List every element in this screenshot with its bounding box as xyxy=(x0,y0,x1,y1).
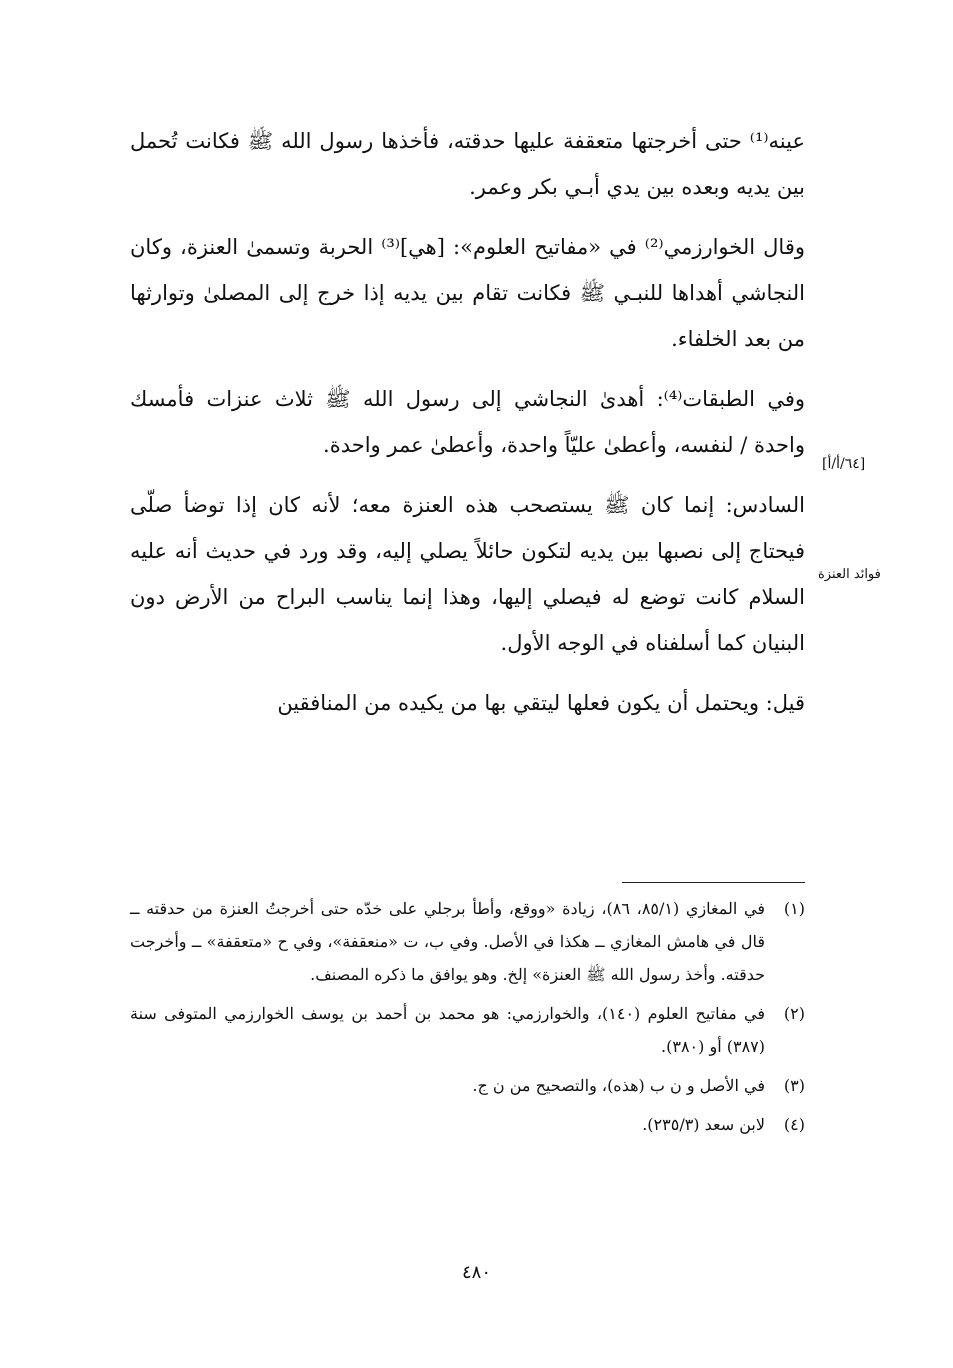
footnote-number: (٣) xyxy=(783,1076,805,1095)
footnote-number: (٤) xyxy=(783,1115,805,1134)
footnote-text: في المغازي (٨٥/١، ٨٦)، زيادة «ووقع، وأطأ برجلي على خدّه حتى أخرجتُ العنزة من حدقته ــ قال في هامش المغازي ــ هكذا في الأصل. وفي ب، ت «منعقفة»، وفي ح «متعقفة» ــ وأخرجت حدقته. وأخذ رسول الله ﷺ العنزة» إلخ. وهو يوافق ما ذكره المصنف. xyxy=(130,899,766,984)
paragraph-2: وقال الخوارزمي⁽²⁾ في «مفاتيح العلوم»: [هي]⁽³⁾ الحربة وتسمىٰ العنزة، وكان النجاشي أهداها للنبـي ﷺ فكانت تقام بين يديه إذا خرج إلى المصلىٰ وتوارثها من بعد الخلفاء. xyxy=(130,235,805,351)
page-number: ٤٨٠ xyxy=(461,1262,491,1283)
paragraph-3: وفي الطبقات⁽⁴⁾: أهدىٰ النجاشي إلى رسول الله ﷺ ثلاث عنزات فأمسك واحدة / لنفسه، وأعطىٰ عليّاً واحدة، وأعطىٰ عمر واحدة. xyxy=(130,387,805,457)
paragraph-4: السادس: إنما كان ﷺ يستصحب هذه العنزة معه؛ لأنه كان إذا توضأ صلّى فيحتاج إلى نصبها بين يديه لتكون حائلاً يصلي إليه، وقد ورد في حديث أنه عليه السلام كانت توضع له فيصلي إليها، وهذا إنما يناسب البراح من الأرض دون البنيان كما أسلفناه في الوجه الأول. xyxy=(130,493,805,655)
footnote-2 xyxy=(130,997,805,1063)
footnote-separator xyxy=(622,882,805,883)
footnote-text: في الأصل و ن ب (هذه)، والتصحيح من ن ج. xyxy=(472,1076,765,1095)
footnote-number: (١) xyxy=(783,899,805,918)
footnote-1 xyxy=(130,892,805,991)
margin-manuscript-reference: [٦٤/أ/أ] xyxy=(822,456,866,472)
margin-topic-heading: فوائد العنزة xyxy=(818,567,881,582)
footnote-text: لابن سعد (٢٣٥/٣). xyxy=(642,1115,765,1134)
paragraph-1: عينه⁽¹⁾ حتى أخرجتها متعقفة عليها حدقته، فأخذها رسول الله ﷺ فكانت تُحمل بين يديه وبعده بين يدي أبـي بكر وعمر. xyxy=(130,129,805,199)
footnotes xyxy=(130,892,805,1147)
footnote-3 xyxy=(130,1069,805,1102)
footnote-number: (٢) xyxy=(783,1004,805,1023)
paragraph-5: قيل: ويحتمل أن يكون فعلها ليتقي بها من يكيده من المنافقين xyxy=(277,691,805,715)
footnote-4 xyxy=(130,1108,805,1141)
footnote-text: في مفاتيح العلوم (١٤٠)، والخوارزمي: هو محمد بن أحمد بن يوسف الخوارزمي المتوفى سنة (٣٨٧) أو (٣٨٠). xyxy=(130,1004,766,1056)
main-text xyxy=(130,118,805,734)
